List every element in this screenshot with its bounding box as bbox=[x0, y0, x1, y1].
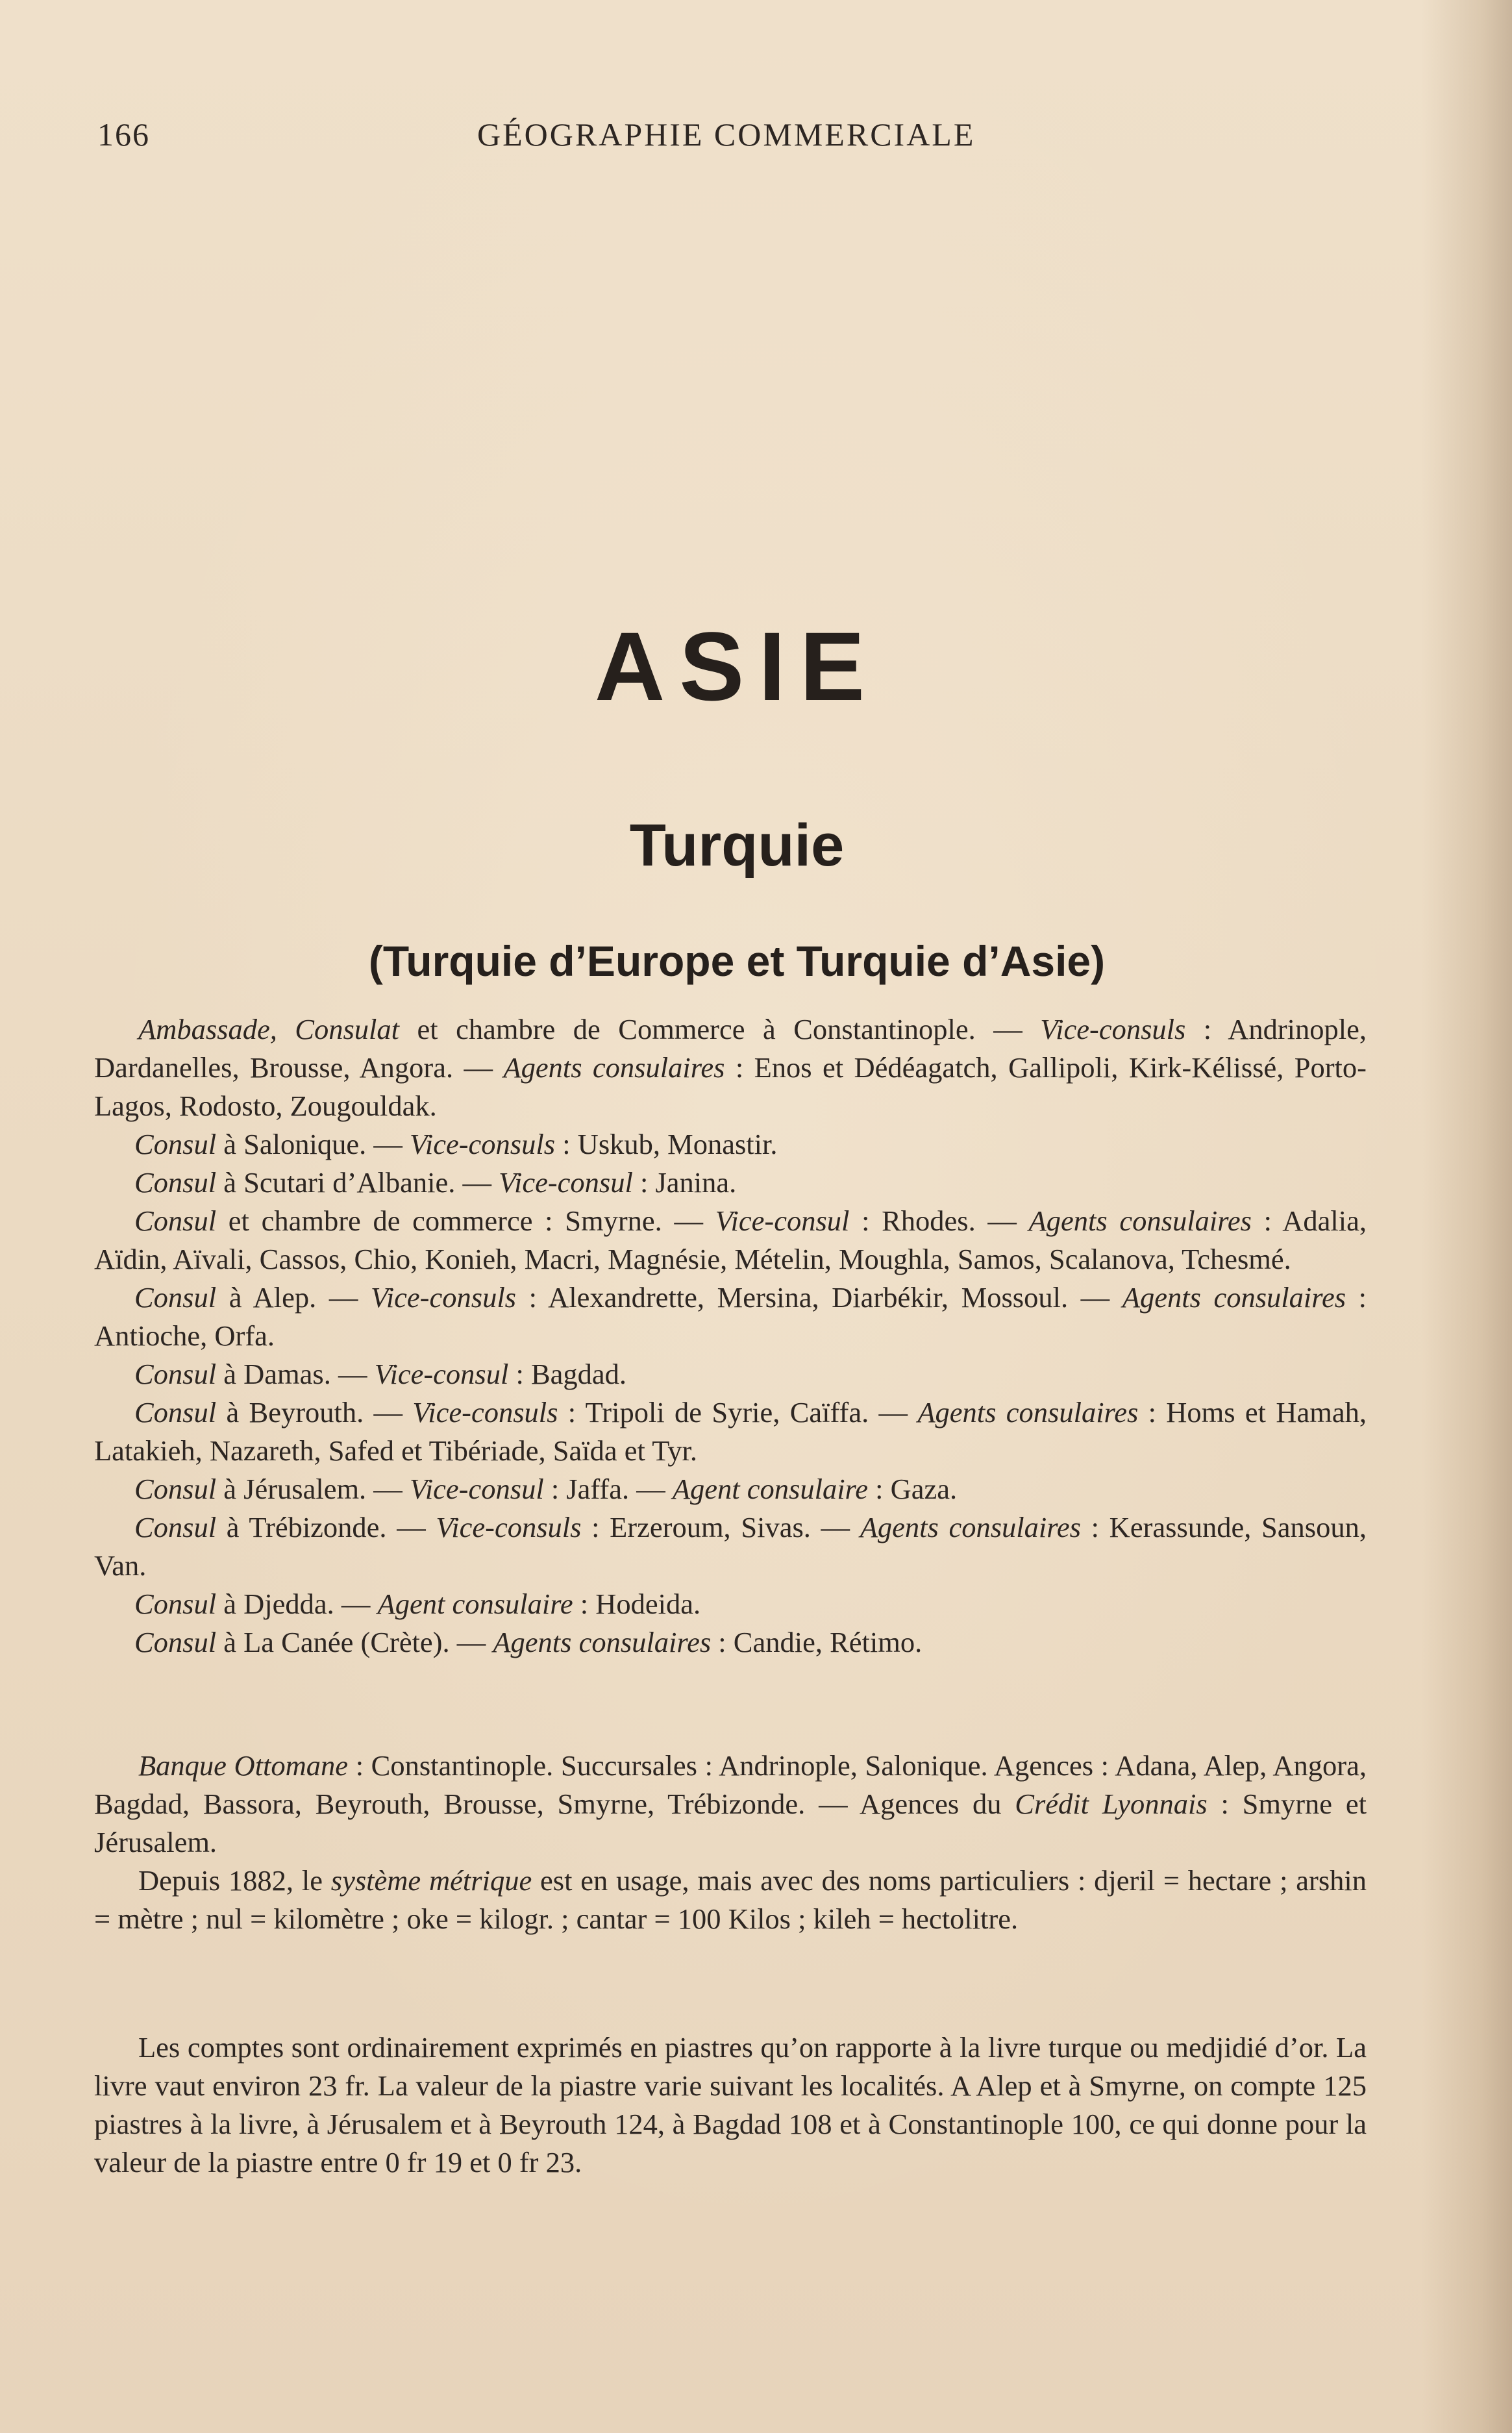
italic-run: Vice-consul bbox=[715, 1204, 850, 1237]
italic-run: Consul bbox=[134, 1396, 217, 1429]
italic-run: Vice-consuls bbox=[412, 1396, 558, 1429]
text-run: à Salonique. — bbox=[216, 1128, 410, 1160]
text-run: à La Canée (Crète). — bbox=[216, 1626, 493, 1658]
consular-entry bbox=[94, 1508, 1367, 1585]
italic-run: Vice-consuls bbox=[370, 1281, 517, 1314]
consular-entry bbox=[94, 1585, 1367, 1623]
text-run: : Erzeroum, Sivas. — bbox=[581, 1511, 860, 1543]
consular-entry bbox=[94, 1164, 1367, 1202]
consular-entry bbox=[94, 1279, 1367, 1355]
italic-run: Consul bbox=[134, 1281, 217, 1314]
text-run: : Tripoli de Syrie, Caïffa. — bbox=[558, 1396, 918, 1429]
text-run: à Scutari d’Albanie. — bbox=[216, 1166, 499, 1199]
text-run: et chambre de commerce : Smyrne. — bbox=[216, 1204, 715, 1237]
italic-run: Agents consulaires bbox=[1028, 1204, 1252, 1237]
text-run: : Homs et Hamah, Latakieh, Nazareth, Safed et Tibériade, Saïda et Tyr. bbox=[94, 1396, 1367, 1467]
country-subtitle: (Turquie d’Europe et Turquie d’Asie) bbox=[368, 937, 1106, 985]
text-run: : Smyrne et Jérusalem. bbox=[94, 1788, 1367, 1858]
italic-run: Consul bbox=[134, 1204, 217, 1237]
text-run: : Janina. bbox=[632, 1166, 737, 1199]
text-run: : Alexandrette, Mersina, Diarbékir, Mossoul. — bbox=[516, 1281, 1122, 1314]
italic-run: Vice-consuls bbox=[436, 1511, 582, 1543]
consular-entry bbox=[94, 1355, 1367, 1393]
text-run: : Constantinople. Succursales : Andrinople, Salonique. Agences : Adana, Alep, Angora, Bagdad, Bassora, Beyrouth, Brousse, Smyrne, Trébizonde. — Agences du bbox=[94, 1749, 1367, 1820]
text-run: à Djedda. — bbox=[216, 1588, 378, 1620]
italic-run: Consul bbox=[134, 1166, 217, 1199]
text-run: Les comptes sont ordinairement exprimés en piastres qu’on rapporte à la livre turque ou medjidié d’or. La livre vaut environ 23 fr. La valeur de la piastre varie suivant les localités. A Alep et à Smyrne, on compte 125 piastres à la livre, à Jérusalem et à Beyrouth 124, à Bagdad 108 et à Constantinople 100, ce qui donne pour la valeur de la piastre entre 0 fr 19 et 0 fr 23. bbox=[94, 2031, 1367, 2178]
italic-run: Consul bbox=[134, 1511, 217, 1543]
text-run: : Hodeida. bbox=[573, 1588, 701, 1620]
consular-entry bbox=[94, 1470, 1367, 1508]
italic-run: Vice-consul bbox=[374, 1358, 509, 1390]
text-run: est en usage, mais avec des noms particuliers : djeril = hectare ; arshin = mètre ; nul = kilomètre ; oke = kilogr. ; cantar = 100 Kilos ; kileh = hectolitre. bbox=[94, 1864, 1367, 1935]
consular-entry bbox=[94, 1125, 1367, 1164]
italic-run: système métrique bbox=[330, 1864, 532, 1897]
text-run: à Jérusalem. — bbox=[216, 1473, 410, 1505]
italic-run: Agents consulaires bbox=[860, 1511, 1082, 1543]
italic-run: Vice-consuls bbox=[409, 1128, 556, 1160]
text-run: : Jaffa. — bbox=[543, 1473, 673, 1505]
italic-run: Agents consulaires bbox=[493, 1626, 712, 1658]
italic-run: Agents consulaires bbox=[917, 1396, 1139, 1429]
country-title: Turquie bbox=[629, 812, 845, 879]
text-run: Depuis 1882, le bbox=[138, 1864, 331, 1897]
currency-section bbox=[94, 2028, 1367, 2182]
italic-run: Consul bbox=[134, 1626, 217, 1658]
text-run: : Candie, Rétimo. bbox=[711, 1626, 923, 1658]
italic-run: Agent consulaire bbox=[377, 1588, 573, 1620]
text-run: : Rhodes. — bbox=[849, 1204, 1029, 1237]
italic-run: Vice-consul bbox=[409, 1473, 544, 1505]
consular-list bbox=[94, 1010, 1367, 1662]
italic-run: Vice-consuls bbox=[1040, 1013, 1186, 1045]
section-title: ASIE bbox=[594, 612, 880, 721]
text-run: : Bagdad. bbox=[508, 1358, 627, 1390]
italic-run: Vice-consul bbox=[499, 1166, 633, 1199]
banking-paragraph bbox=[94, 1747, 1367, 1862]
consular-entry bbox=[94, 1202, 1367, 1279]
text-run: : Enos et Dédéagatch, Gallipoli, Kirk-Kélissé, Porto-Lagos, Rodosto, Zougouldak. bbox=[94, 1051, 1367, 1122]
italic-run: Agent consulaire bbox=[672, 1473, 868, 1505]
running-title: GÉOGRAPHIE COMMERCIALE bbox=[477, 116, 976, 153]
text-run: à Damas. — bbox=[216, 1358, 375, 1390]
running-head bbox=[97, 116, 1370, 161]
italic-run: Ambassade, Consulat bbox=[138, 1013, 400, 1045]
currency-paragraph bbox=[94, 2028, 1367, 2182]
italic-run: Banque Ottomane bbox=[138, 1749, 349, 1782]
italic-run: Agents consulaires bbox=[1122, 1281, 1346, 1314]
italic-run: Consul bbox=[134, 1473, 217, 1505]
italic-run: Consul bbox=[134, 1128, 217, 1160]
text-run: à Alep. — bbox=[216, 1281, 371, 1314]
text-run: à Trébizonde. — bbox=[216, 1511, 436, 1543]
consular-entry bbox=[94, 1623, 1367, 1662]
italic-run: Consul bbox=[134, 1588, 217, 1620]
text-run: : Uskub, Monastir. bbox=[555, 1128, 778, 1160]
page-number: 166 bbox=[97, 116, 150, 153]
text-run: : Adalia, Aïdin, Aïvali, Cassos, Chio, Konieh, Macri, Magnésie, Mételin, Moughla, Samos, Scalanova, Tchesmé. bbox=[94, 1204, 1367, 1275]
text-run: : Antioche, Orfa. bbox=[94, 1281, 1367, 1352]
text-run: : Andrinople, Dardanelles, Brousse, Angora. — bbox=[94, 1013, 1367, 1084]
italic-run: Crédit Lyonnais bbox=[1015, 1788, 1208, 1820]
text-run: et chambre de Commerce à Constantinople. — bbox=[399, 1013, 1041, 1045]
measures-paragraph bbox=[94, 1862, 1367, 1938]
italic-run: Agents consulaires bbox=[503, 1051, 725, 1084]
text-run: à Beyrouth. — bbox=[216, 1396, 413, 1429]
italic-run: Consul bbox=[134, 1358, 217, 1390]
consular-entry bbox=[94, 1010, 1367, 1125]
text-run: : Gaza. bbox=[867, 1473, 958, 1505]
banking-and-measures bbox=[94, 1747, 1367, 1938]
text-run: : Kerassunde, Sansoun, Van. bbox=[94, 1511, 1367, 1582]
consular-entry bbox=[94, 1393, 1367, 1470]
